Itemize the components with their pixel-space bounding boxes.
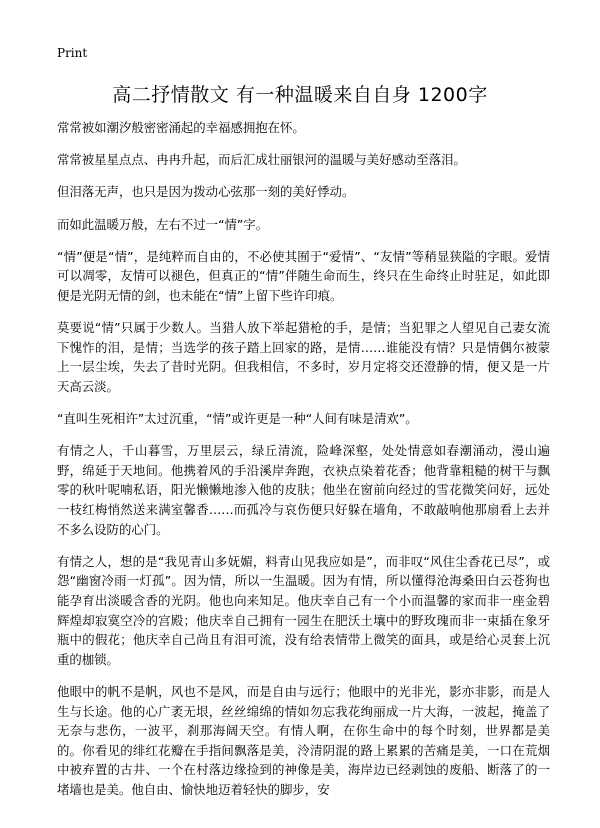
paragraph: 他眼中的帆不是帆，风也不是风，而是自由与远行；他眼中的光非光，影亦非影，而是人生与长途。他的心广袤无垠，丝丝绵绵的情如勿忘我花绚丽成一片大海，一波起，掩盖了无奈与悲伤，一波平，刹那海阔天空。有情人啊，在你生命中的每个时刻，世界都是美的。你看见的绯红花瓣在手指间飘落是美，泠清阴混的路上累累的苦痛是美，一口在荒烟中被弃置的古井、一个在村落边缘捡到的神像是美，海岸边已经剥蚀的废船、断落了的一堵墙也是美。他自由、愉快地迈着轻快的脚步，安 [57, 684, 550, 797]
paragraph: 莫要说“情”只属于少数人。当猎人放下举起猎枪的手，是情；当犯罪之人望见自己妻女流下愧怍的泪，是情；当选学的孩子踏上回家的路，是情……谁能没有情？只是情偶尔被蒙上一层尘埃，失去了昔时光阴。但我相信，不多时，岁月定将交还澄静的情，便又是一片天高云淡。 [57, 320, 550, 394]
paragraph: “情”便是“情”，是纯粹而自由的，不必使其囿于“爱情”、“友情”等稍显狭隘的字眼。爱情可以凋零，友情可以褪色，但真正的“情”伴随生命而生，终只在生命终止时驻足，如此即便是光阴无情的剑，也未能在“情”上留下些许印痕。 [57, 248, 550, 303]
print-link[interactable]: Print [57, 46, 88, 60]
paragraph: 常常被星星点点、冉冉升起，而后汇成壮丽银河的温暖与美好感动至落泪。 [57, 152, 466, 168]
paragraph: 但泪落无声，也只是因为拨动心弦那一刻的美好悸动。 [57, 184, 355, 200]
article-body [57, 118, 550, 812]
paragraph: 而如此温暖万般，左右不过一“情”字。 [57, 216, 269, 232]
paragraph: 有情之人，想的是“我见青山多妩媚，料青山见我应如是”，而非叹“风住尘香花已尽”，或怨“幽窗冷雨一灯孤”。因为情，所以一生温暖。因为有情，所以懂得沧海桑田白云苍狗也能孕育出淡暖含香的光阴。他也向来知足。他庆幸自己有一个小而温馨的家而非一座金碧辉煌却寂寞空冷的宫殿；他庆幸自己拥有一园生在肥沃土壤中的野玫瑰而非一束插在象牙瓶中的假花；他庆幸自己尚且有泪可流，没有给表情带上微笑的面具，或是给心灵套上沉重的枷锁。 [57, 553, 550, 667]
paragraph: “直叫生死相许”太过沉重，“情”或许更是一种“人间有味是清欢”。 [57, 411, 418, 427]
page-title: 高二抒情散文 有一种温暖来自自身 1200字 [112, 84, 488, 106]
paragraph: 常常被如潮汐般密密涌起的幸福感拥抱在怀。 [57, 120, 305, 135]
paragraph: 有情之人，千山暮雪，万里层云，绿丘清流，险峰深壑，处处情意如春潮涌动，漫山遍野，绵延于天地间。他携着风的手沿溪岸奔跑，衣袂点染着花香；他背靠粗糙的树干与飘零的秋叶呢喃私语，阳光懒懒地渗入他的皮肤；他坐在窗前向经过的雪花微笑问好，远处一枝红梅悄然送来满室馨香……而孤冷与哀伤便只好躲在墙角，不敢敲响他那扇看上去并不多么设防的心门。 [57, 443, 550, 537]
